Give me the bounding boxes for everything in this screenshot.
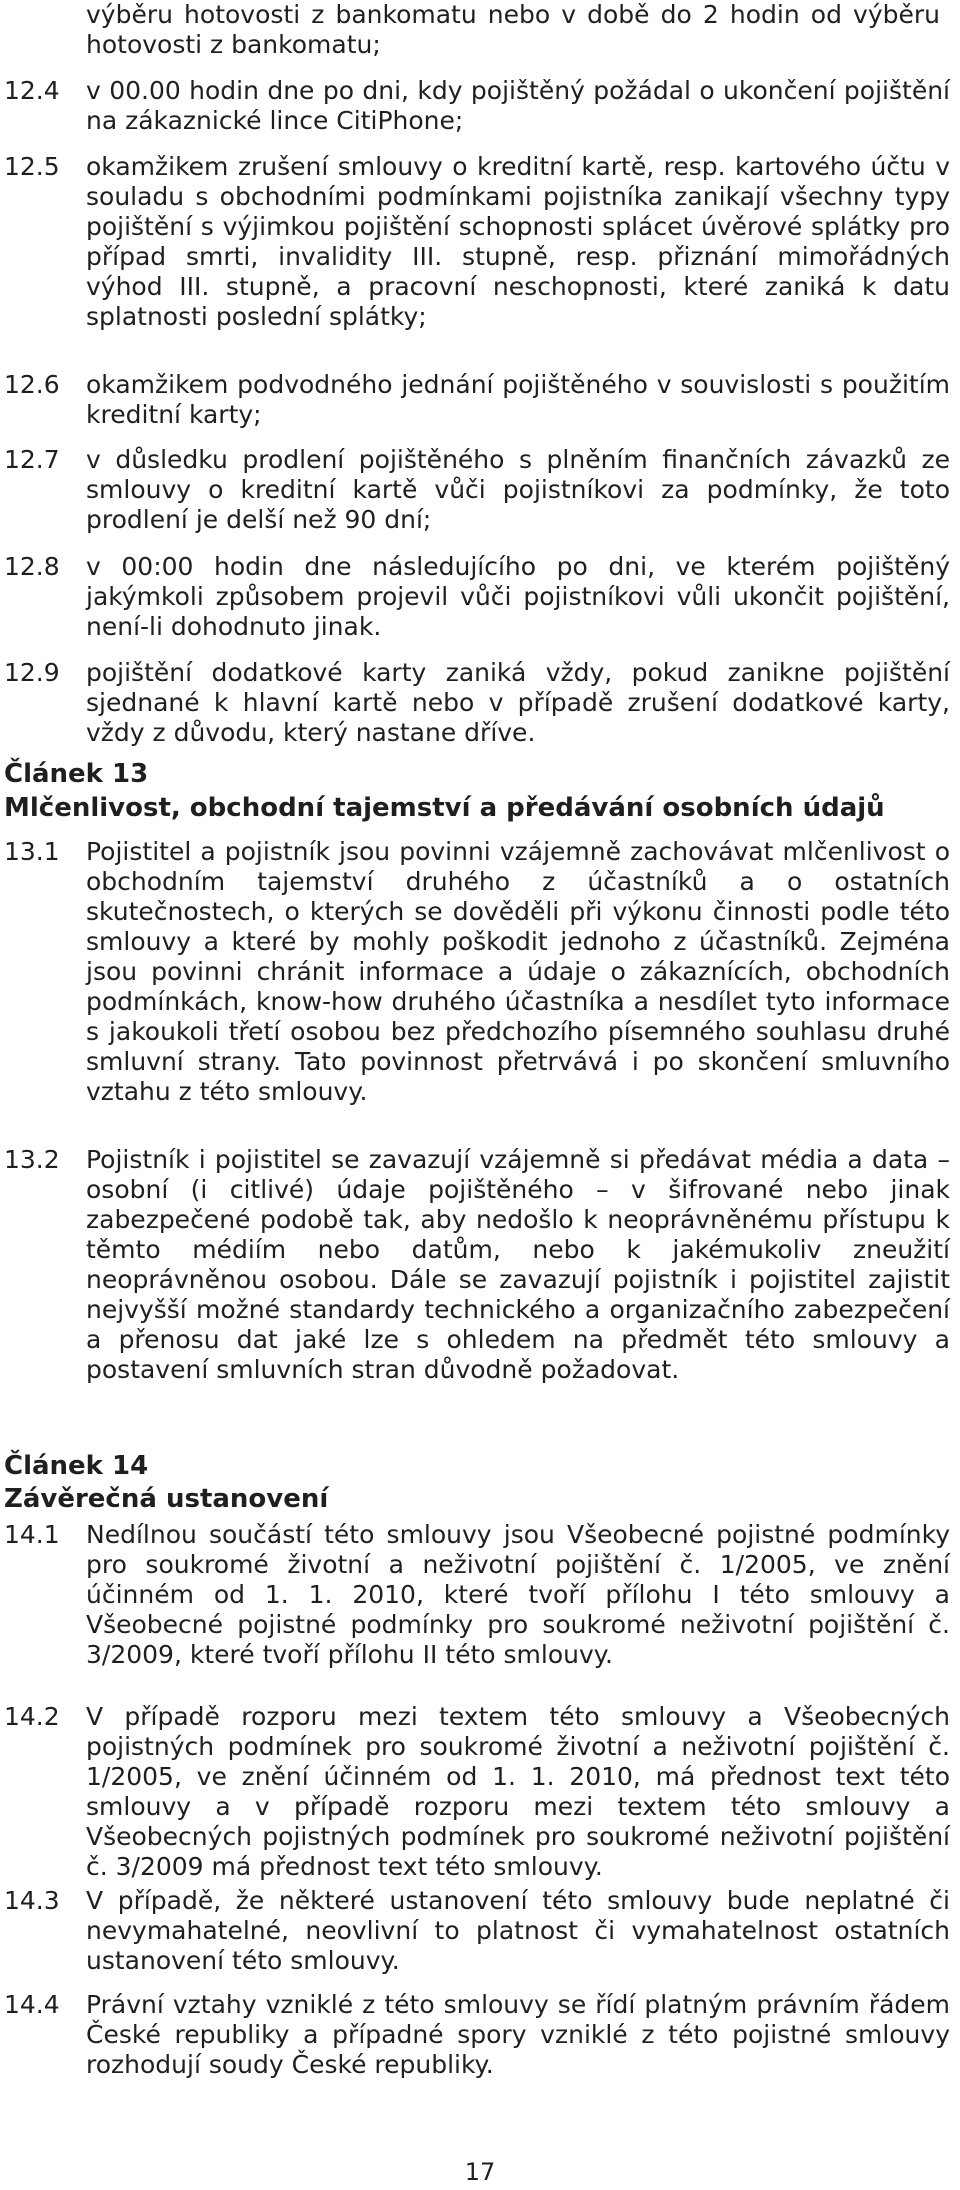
article-13-subtitle: Mlčenlivost, obchodní tajemství a předávání osobních údajů bbox=[4, 793, 885, 823]
clause-text: pojištění dodatkové karty zaniká vždy, pokud zanikne pojištění sjednané k hlavní kartě nebo v případě zrušení dodatkové karty, vždy z důvodu, který nastane dříve. bbox=[86, 658, 950, 747]
clause-text: V případě rozporu mezi textem této smlouvy a Všeobecných pojistných podmínek pro soukromé životní a neživotní pojištění č. 1/2005, ve znění účinném od 1. 1. 2010, má přednost text této smlouvy a v případě rozporu mezi textem této smlouvy a Všeobecných pojistných podmínek pro soukromé neživotní pojištění č. 3/2009 má přednost text této smlouvy. bbox=[86, 1702, 950, 1881]
clause-text: okamžikem zrušení smlouvy o kreditní kartě, resp. kartového účtu v souladu s obchodními podmínkami pojistníka zanikají všechny typy pojištění s výjimkou pojištění schopnosti splácet úvěrové splátky pro případ smrti, invalidity III. stupně, resp. přiznání mimořádných výhod III. stupně, a pracovní neschopnosti, které zaniká k datu splatnosti poslední splátky; bbox=[86, 152, 950, 331]
clause-text: Pojistitel a pojistník jsou povinni vzájemně zachovávat mlčenlivost o obchodním tajemství druhého z účastníků a o ostatních skutečnostech, o kterých se dověděli při výkonu činnosti podle této smlouvy a které by mohly poškodit jednoho z účastníků. Zejména jsou povinni chránit informace a údaje o zákaznících, obchodních podmínkách, know-how druhého účastníka a nesdílet tyto informace s jakoukoli třetí osobou bez předchozího písemného souhlasu druhé smluvní strany. Tato povinnost přetrvává i po skončení smluvního vztahu z této smlouvy. bbox=[86, 837, 950, 1106]
clause-number: 12.6 bbox=[4, 370, 60, 399]
clause-number: 12.5 bbox=[4, 152, 60, 181]
article-13-title: Článek 13 bbox=[4, 759, 149, 789]
article-14-title: Článek 14 bbox=[4, 1451, 149, 1481]
clause-number: 13.1 bbox=[4, 837, 60, 866]
page-number: 17 bbox=[464, 2158, 496, 2186]
article-14-subtitle: Závěrečná ustanovení bbox=[4, 1484, 329, 1514]
paragraph-text: výběru hotovosti z bankomatu nebo v době do 2 hodin od výběru hotovosti z bankomatu; bbox=[86, 0, 940, 59]
clause-number: 14.4 bbox=[4, 1990, 60, 2019]
clause-number: 12.4 bbox=[4, 76, 60, 105]
clause-text: v 00.00 hodin dne po dni, kdy pojištěný požádal o ukončení pojištění na zákaznické lince CitiPhone; bbox=[86, 76, 950, 135]
clause-number: 14.2 bbox=[4, 1702, 60, 1731]
clause-text: Pojistník i pojistitel se zavazují vzájemně si předávat média a data – osobní (i citlivé) údaje pojištěného – v šifrované nebo jinak zabezpečené podobě tak, aby nedošlo k neoprávněnému přístupu k těmto médiím nebo datům, nebo k jakémukoliv zneužití neoprávněnou osobou. Dále se zavazují pojistník i pojistitel zajistit nejvyšší možné standardy technického a organizačního zabezpečení a přenosu dat jaké lze s ohledem na předmět této smlouvy a postavení smluvních stran důvodně požadovat. bbox=[86, 1145, 950, 1384]
clause-number: 12.7 bbox=[4, 445, 60, 474]
clause-text: Právní vztahy vzniklé z této smlouvy se řídí platným právním řádem České republiky a případné spory vzniklé z této pojistné smlouvy rozhodují soudy České republiky. bbox=[86, 1990, 950, 2079]
clause-text: V případě, že některé ustanovení této smlouvy bude neplatné či nevymahatelné, neovlivní to platnost či vymahatelnost ostatních ustanovení této smlouvy. bbox=[86, 1886, 950, 1975]
clause-number: 12.9 bbox=[4, 658, 60, 687]
clause-text: Nedílnou součástí této smlouvy jsou Všeobecné pojistné podmínky pro soukromé životní a neživotní pojištění č. 1/2005, ve znění účinném od 1. 1. 2010, které tvoří přílohu I této smlouvy a Všeobecné pojistné podmínky pro soukromé neživotní pojištění č. 3/2009, které tvoří přílohu II této smlouvy. bbox=[86, 1520, 950, 1669]
clause-number: 14.3 bbox=[4, 1886, 60, 1915]
clause-number: 12.8 bbox=[4, 552, 60, 581]
clause-text: okamžikem podvodného jednání pojištěného v souvislosti s použitím kreditní karty; bbox=[86, 370, 950, 429]
clause-number: 14.1 bbox=[4, 1520, 60, 1549]
clause-number: 13.2 bbox=[4, 1145, 60, 1174]
clause-text: v 00:00 hodin dne následujícího po dni, ve kterém pojištěný jakýmkoli způsobem projevil vůči pojistníkovi vůli ukončit pojištění, není-li dohodnuto jinak. bbox=[86, 552, 950, 641]
clause-text: v důsledku prodlení pojištěného s plněním finančních závazků ze smlouvy o kreditní kartě vůči pojistníkovi za podmínky, že toto prodlení je delší než 90 dní; bbox=[86, 445, 950, 534]
